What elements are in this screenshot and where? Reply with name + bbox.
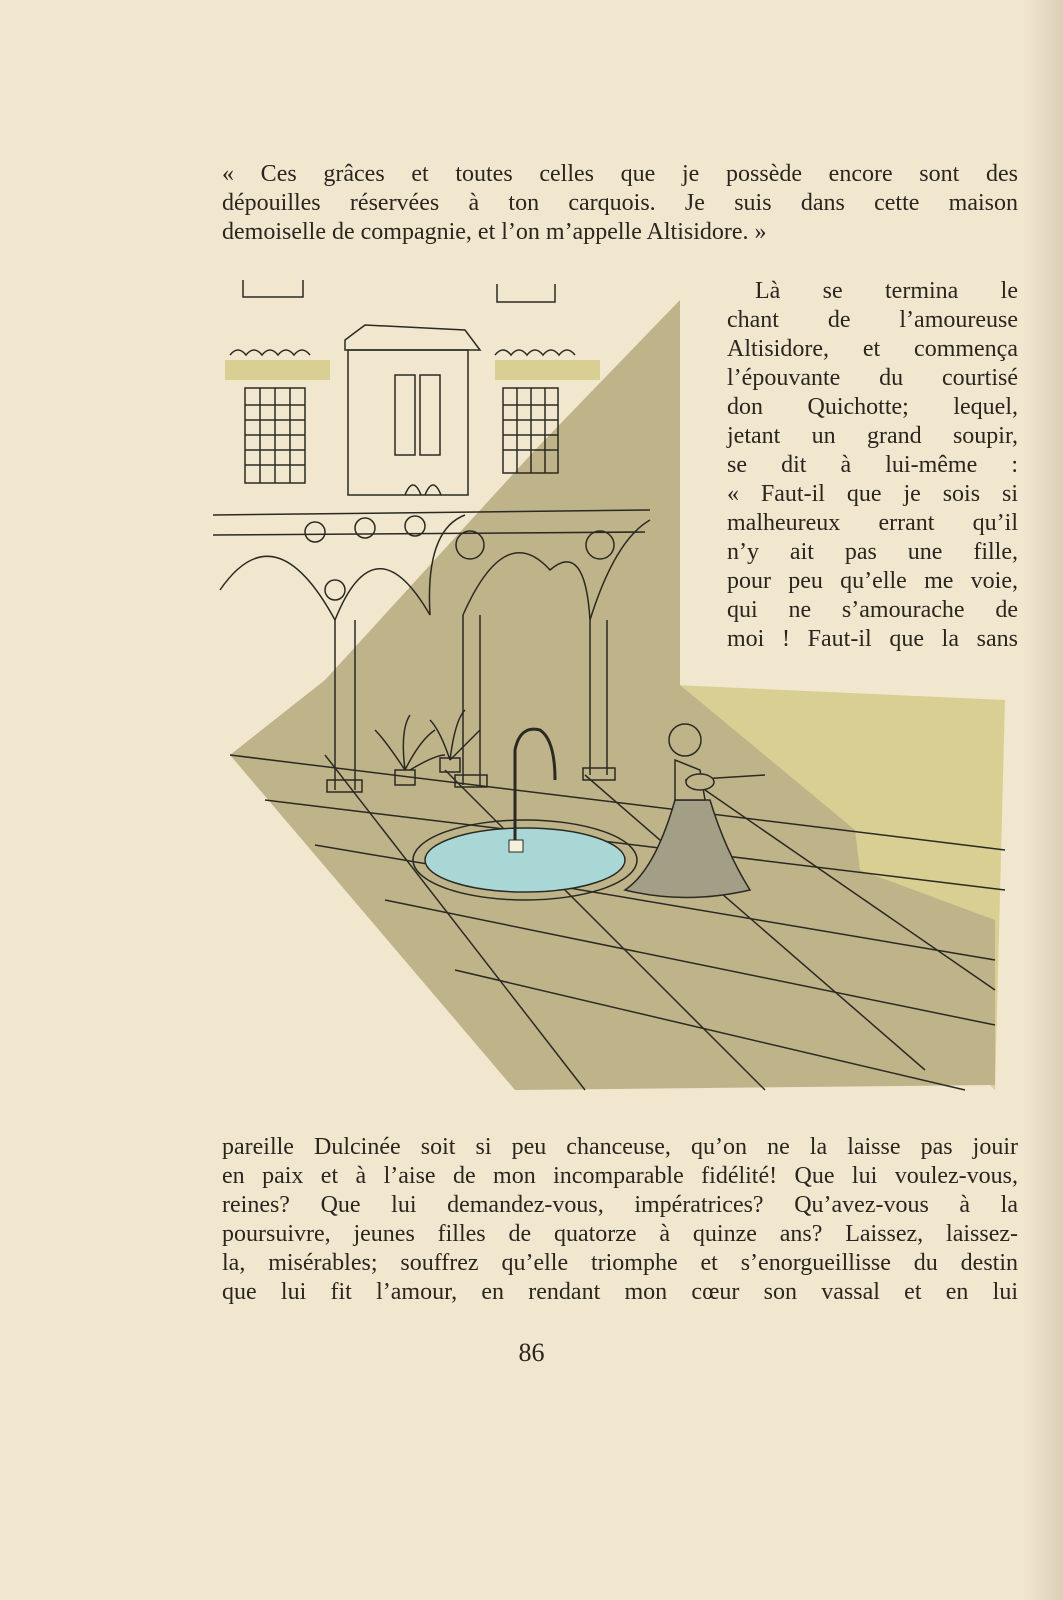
text-line: que lui fit l’amour, en rendant mon cœur son vassal et en lui: [222, 1279, 1018, 1305]
right-paragraph: [727, 277, 1018, 654]
text-line: moi ! Faut-il que la sans: [727, 626, 1018, 652]
bottom-paragraph: [222, 1133, 1018, 1307]
text-line: demoiselle de compagnie, et l’on m’appelle Altisidore. »: [222, 219, 767, 245]
right-shutter-panel: [495, 360, 600, 380]
fountain-base: [509, 840, 523, 852]
text-line: jetant un grand soupir,: [727, 423, 1018, 449]
text-line: pour peu qu’elle me voie,: [727, 568, 1018, 594]
text-line: reines? Que lui demandez-vous, impératrices? Qu’avez-vous à la: [222, 1192, 1018, 1218]
text-line: malheureux errant qu’il: [727, 510, 1018, 536]
text-line: poursuivre, jeunes filles de quatorze à quinze ans? Laissez, laissez-: [222, 1221, 1018, 1247]
text-line: l’épouvante du courtisé: [727, 365, 1018, 391]
text-line: Altisidore, et commença: [727, 336, 1018, 362]
left-shutter-panel: [225, 360, 330, 380]
text-line: « Faut-il que je sois si: [727, 481, 1018, 507]
text-line: se dit à lui-même :: [727, 452, 1018, 478]
fountain-pool: [425, 828, 625, 892]
text-line: en paix et à l’aise de mon incomparable fidélité! Que lui voulez-vous,: [222, 1163, 1018, 1189]
text-line: pareille Dulcinée soit si peu chanceuse, qu’on ne la laisse pas jouir: [222, 1134, 1018, 1160]
text-line: « Ces grâces et toutes celles que je possède encore sont des: [222, 161, 1018, 187]
text-line: qui ne s’amourache de: [727, 597, 1018, 623]
text-line: don Quichotte; lequel,: [727, 394, 1018, 420]
page-number: 86: [518, 1338, 545, 1367]
text-line: chant de l’amoureuse: [727, 307, 1018, 333]
text-line: Là se termina le: [755, 278, 1018, 304]
top-paragraph: [222, 160, 1018, 247]
text-line: la, misérables; souffrez qu’elle triomphe et s’enorgueillisse du destin: [222, 1250, 1018, 1276]
text-line: dépouilles réservées à ton carquois. Je suis dans cette maison: [222, 190, 1018, 216]
text-line: n’y ait pas une fille,: [727, 539, 1018, 565]
